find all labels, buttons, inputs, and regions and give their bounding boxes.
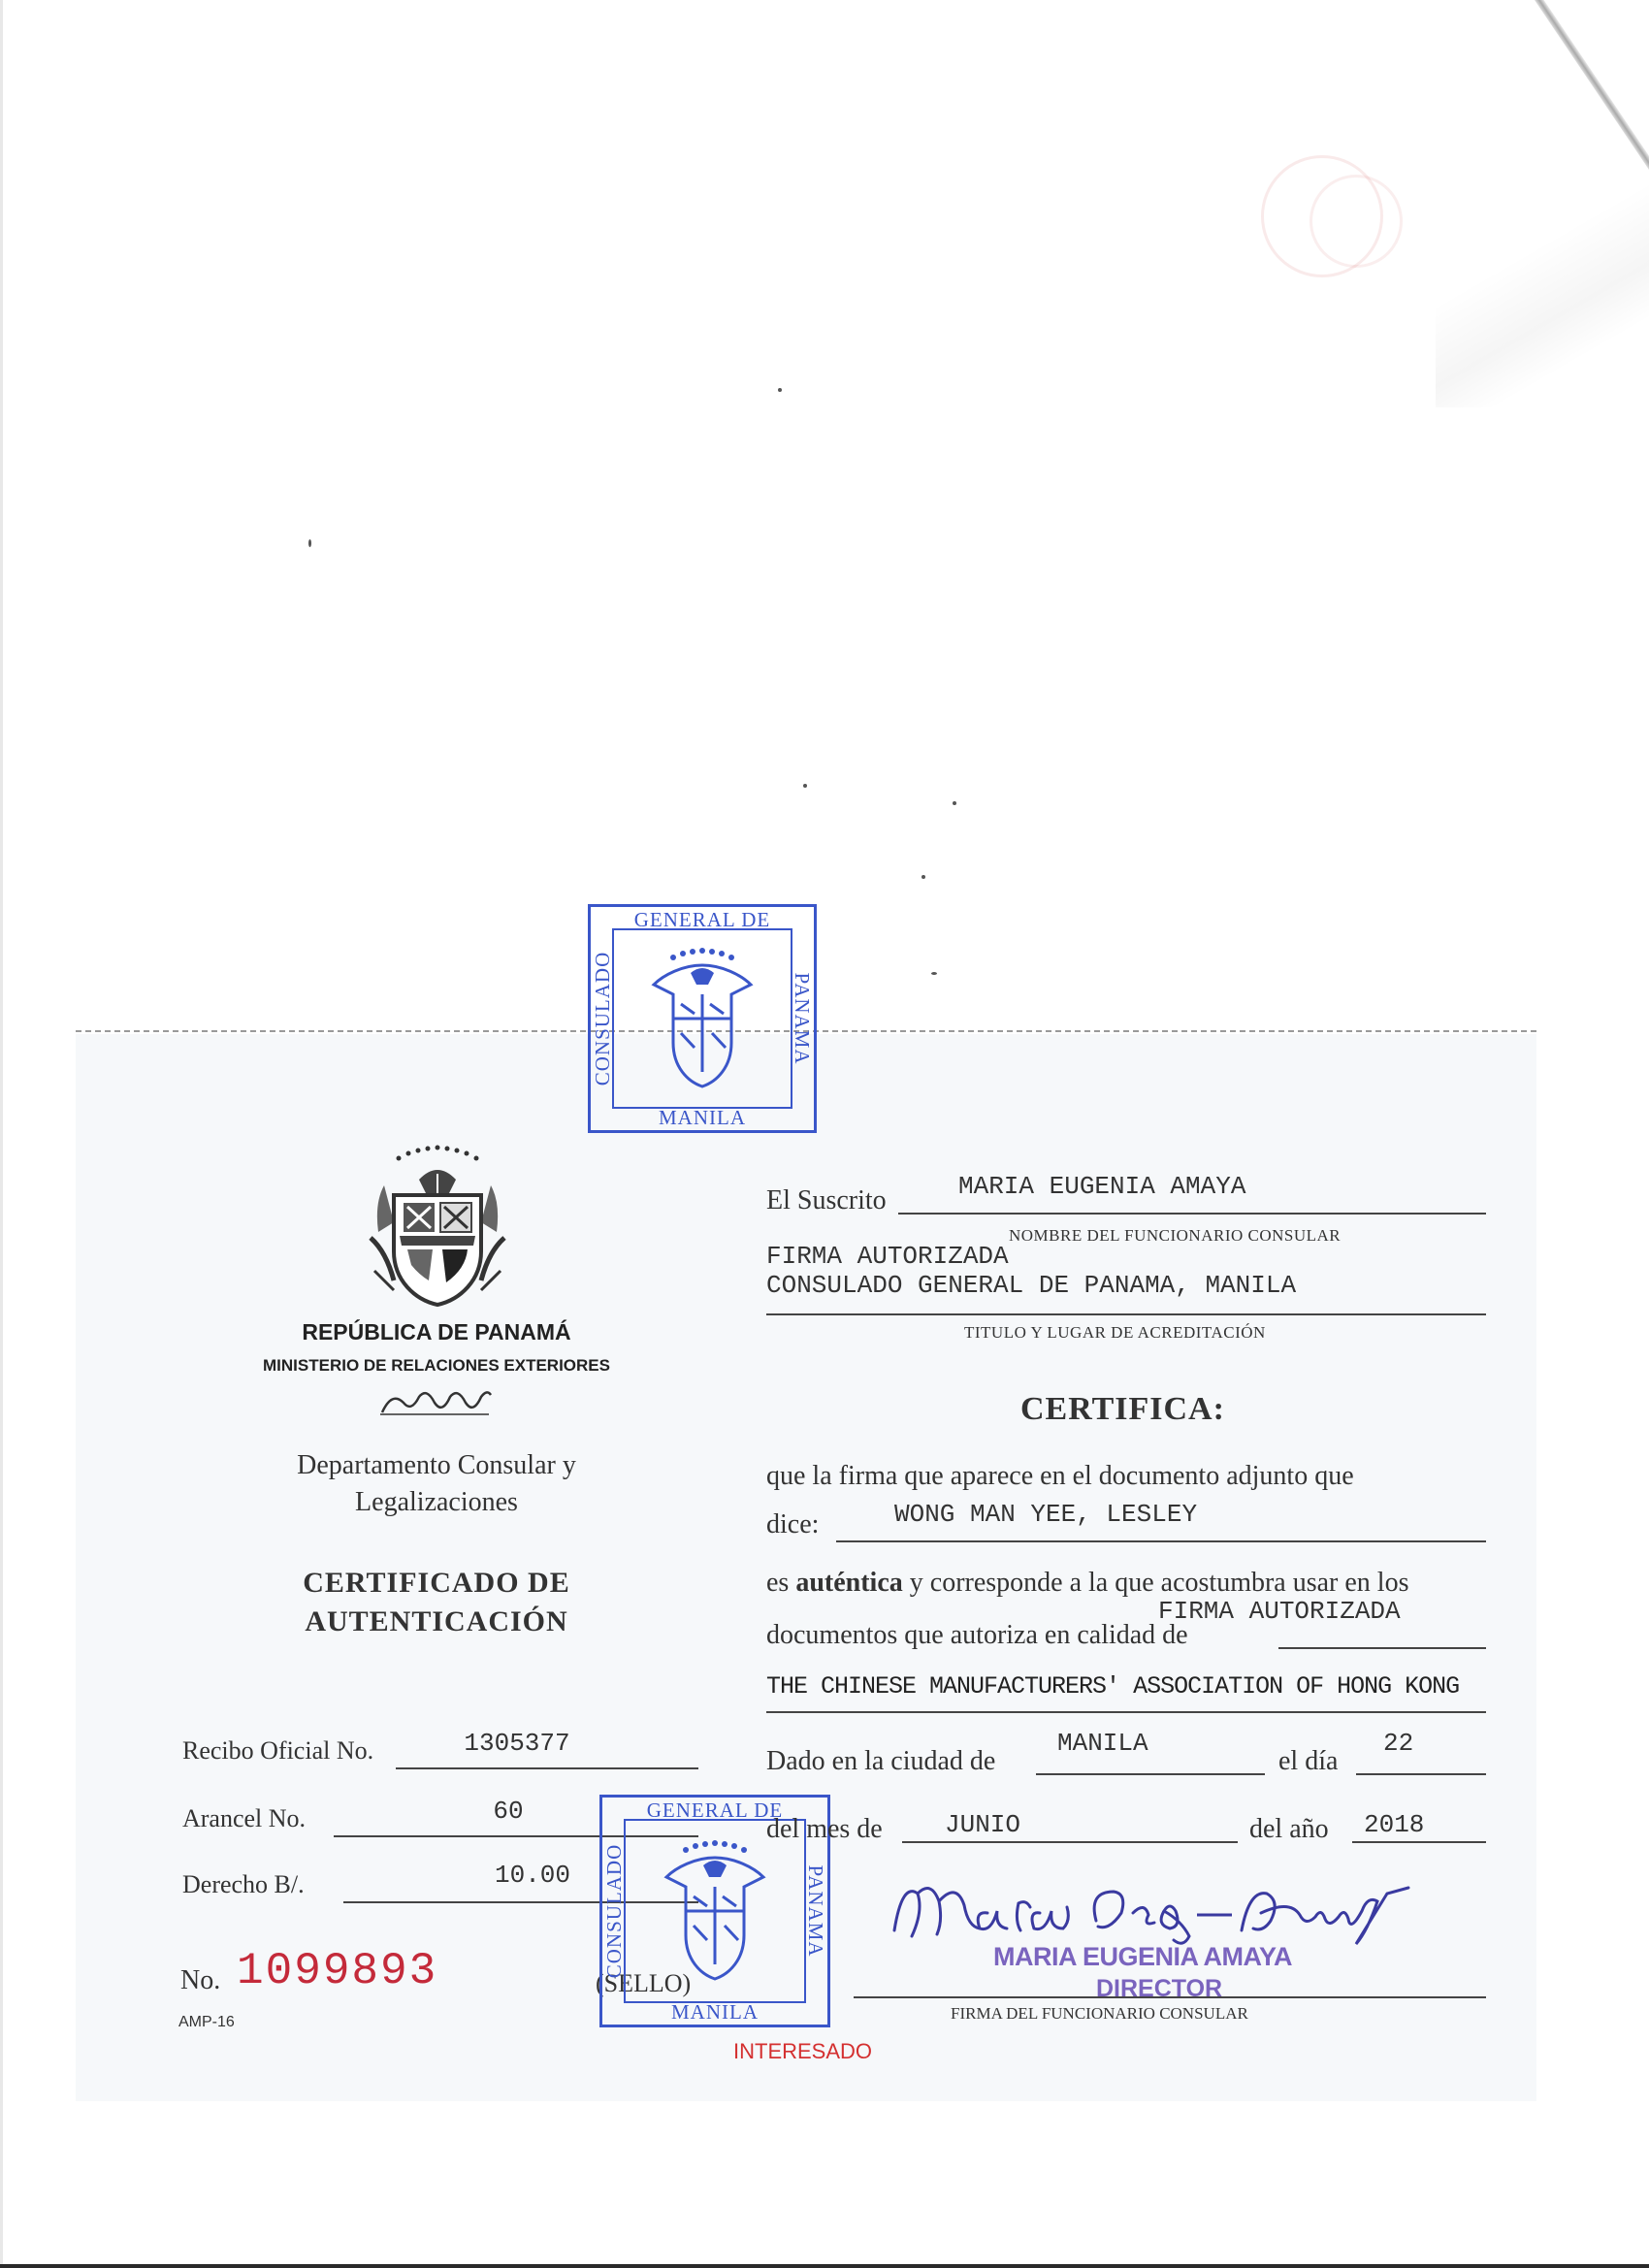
mes-line [902,1841,1238,1843]
signature-line [854,1996,1486,1998]
suscrito-label: El Suscrito [766,1185,887,1215]
serial-number-value: 1099893 [237,1946,438,1996]
body-text-line-1: que la firma que aparece en el documento adjunto que [766,1461,1354,1491]
speck [778,388,782,392]
titulo-caption: TITULO Y LUGAR DE ACREDITACIÓN [964,1323,1266,1342]
certificate-title-line-2: AUTENTICACIÓN [305,1605,568,1637]
association-name: THE CHINESE MANUFACTURERS' ASSOCIATION OF HONG KONG [766,1672,1460,1701]
autentica-bold: auténtica [795,1568,903,1598]
derecho-label: Derecho B/. [182,1870,305,1898]
department-line-2: Legalizaciones [355,1487,518,1517]
interesado-label: INTERESADO [733,2039,873,2063]
anio-line [1352,1841,1486,1843]
suscrito-value: MARIA EUGENIA AMAYA [958,1172,1246,1201]
consulate-stamp-top [588,904,817,1133]
ornament-wave-icon [378,1389,493,1418]
stamp-bottom-text: MANILA [671,2000,759,2024]
bleed-through-stamp-inner [1310,175,1403,268]
ciudad-value: MANILA [1057,1729,1148,1758]
dice-label: dice: [766,1509,820,1539]
arancel-value: 60 [493,1797,524,1826]
calidad-value: FIRMA AUTORIZADA [1158,1597,1401,1626]
dado-label: Dado en la ciudad de [766,1746,996,1776]
dice-line [836,1540,1486,1542]
republic-heading: REPÚBLICA DE PANAMÁ [302,1319,571,1345]
certifica-heading: CERTIFICA: [1020,1391,1225,1427]
page-fold-shadow [1436,0,1649,407]
mes-label: del mes de [766,1814,883,1844]
department-line-1: Departamento Consular y [297,1450,576,1480]
speck [922,875,925,879]
stamp-bottom-text: MANILA [659,1106,746,1129]
speck [308,539,311,547]
speck [931,972,937,975]
scan-edge-bottom [0,2264,1649,2268]
association-line [766,1711,1486,1713]
recibo-value: 1305377 [464,1729,570,1758]
panama-coat-of-arms-icon [365,1145,510,1308]
mes-value: JUNIO [945,1810,1021,1839]
serial-number-label: No. [180,1965,221,1995]
titulo-line [766,1313,1486,1315]
anio-value: 2018 [1364,1810,1425,1839]
firma-caption: FIRMA DEL FUNCIONARIO CONSULAR [951,2004,1248,2023]
anio-label: del año [1249,1814,1329,1844]
handwritten-signature [873,1872,1416,1950]
dice-value: WONG MAN YEE, LESLEY [894,1500,1198,1529]
autentica-pre: es [766,1568,796,1598]
stamp-right-text: PANAMA [791,972,814,1065]
recibo-label: Recibo Oficial No. [182,1736,374,1765]
speck [953,801,956,805]
form-code: AMP-16 [178,2014,235,2030]
titulo-line-2: CONSULADO GENERAL DE PANAMA, MANILA [766,1271,1297,1300]
certificate-title [233,1564,640,1641]
dia-label: el día [1278,1746,1339,1776]
suscrito-line [898,1213,1486,1215]
stamp-left-text: CONSULADO [602,1843,626,1979]
autentica-line [766,1568,1408,1599]
ministry-heading: MINISTERIO DE RELACIONES EXTERIORES [263,1356,610,1375]
scan-edge-left [0,0,3,2268]
department-name [233,1447,640,1521]
sello-label: (SELLO) [596,1969,692,1997]
nombre-caption: NOMBRE DEL FUNCIONARIO CONSULAR [1009,1226,1342,1245]
signer-title-stamp: DIRECTOR [1096,1975,1223,2002]
coat-of-arms-icon [644,946,760,1091]
speck [803,784,807,788]
calidad-line [1278,1647,1486,1649]
calidad-text: documentos que autoriza en calidad de [766,1620,1188,1650]
autentica-post: y corresponde a la que acostumbra usar en los [902,1568,1409,1598]
ciudad-line [1036,1773,1265,1775]
dia-line [1356,1773,1486,1775]
certificate-title-line-1: CERTIFICADO DE [303,1567,570,1599]
dia-value: 22 [1383,1729,1414,1758]
stamp-left-text: CONSULADO [591,951,614,1086]
stamp-right-text: PANAMA [804,1864,827,1958]
signer-name-stamp: MARIA EUGENIA AMAYA [993,1942,1293,1971]
stamp-top-text: GENERAL DE [646,1798,784,1822]
recibo-line [396,1767,698,1769]
stamp-top-text: GENERAL DE [633,908,771,931]
titulo-line-1: FIRMA AUTORIZADA [766,1242,1009,1271]
derecho-value: 10.00 [494,1861,570,1890]
coat-of-arms-icon [657,1838,773,1984]
arancel-label: Arancel No. [182,1804,307,1832]
